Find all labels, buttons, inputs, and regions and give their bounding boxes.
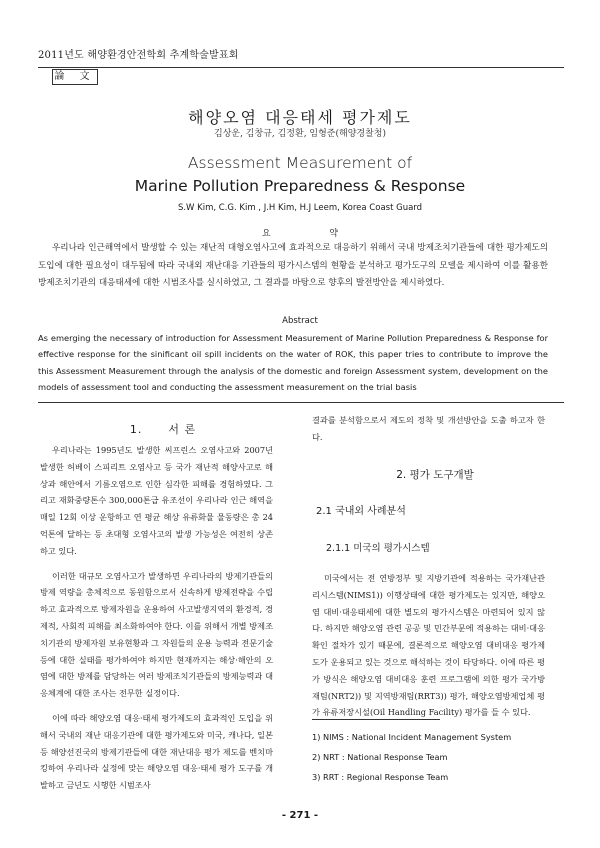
footnotes: [312, 727, 511, 787]
korean-abstract-heading: 요 약: [261, 229, 367, 239]
page-number: - 271 -: [281, 810, 319, 821]
footnote-2: 2) NRT : National Response Team: [312, 752, 448, 762]
left-column: [40, 442, 273, 802]
korean-abstract: 우리나라 인근해역에서 발생할 수 있는 재난적 대형오염사고에 효과적으로 대응하기 위해서 국내 방제조치기관들에 대한 평가제도의 도입에 대한 필요성이 대두됨에 따라 국내외 재난대응 기관들의 평가시스템의 현황을 분석하고 평가도구의 모델을 제시하여 이를 활용한 방제조치기관의 대응태세에 대한 시범조사를 실시하였고, 그 결과를 바탕으로 향후의 발전방안을 제시하였다.: [38, 243, 548, 288]
english-abstract: As emerging the necessary of introduction for Assessment Measurement of Marine Pollution Preparedness & Response for effective response for the sinificant oil spill incidents on the water of ROK, this paper tries to contribute to improve the this Assessment Measurement through the analysis of the domestic and foreign Assessment system, development on the models of assessment tool and conducting the assessment measurement on the trial basis: [38, 333, 548, 392]
english-title-line2: Marine Pollution Preparedness & Response: [134, 177, 466, 195]
korean-title: 해양오염 대응태세 평가제도: [188, 108, 412, 127]
english-abstract-heading: Abstract: [282, 316, 318, 326]
right-column-body: [312, 570, 545, 729]
section1-number: 1.: [129, 423, 143, 436]
running-head: 2011년도 해양환경안전학회 추계학술발표회: [38, 50, 239, 61]
paper-type-badge: 論 文: [52, 69, 98, 85]
section1-heading: [40, 421, 286, 437]
korean-authors: 김상운, 김창규, 김정환, 임형준(해양경찰청): [214, 129, 386, 139]
header-rule: [38, 67, 564, 68]
section-divider: [38, 402, 564, 403]
english-authors: S.W Kim, C.G. Kim , J.H Kim, H.J Leem, Korea Coast Guard: [177, 203, 423, 213]
section1-paragraph-2: 이러한 대규모 오염사고가 발생하면 우리나라의 방제기관들의 방제 역량을 총체적으로 동원함으로서 신속하게 방제전략을 수립하고 효과적으로 방제자원을 운용하여 사고발생지역의 환경적, 경제적, 사회적 피해를 최소화하여야 한다. 이를 위해서 개별 방제조치기관의 방제자원 보유현황과 그 자원들의 운용 능력과 전문기술 등에 대한 실태를 평가하여야 하지만 현재까지는 해상·해안의 오염에 대한 방제를 담당하는 여러 방제조치기관들의 방제능력과 대응체계에 대한 조사는 전무한 실정이다.: [40, 570, 273, 699]
english-title-line1: Assessment Measurement of: [187, 154, 413, 172]
section1-paragraph-1: 우리나라는 1995년도 발생한 씨프린스 오염사고와 2007년 발생한 허베이 스피리트 오염사고 등 국가 재난적 해양사고로 해상과 해안에서 기름오염으로 인한 심각한 피해를 경험하였다. 그리고 재화중량톤수 300,000톤급 유조선이 우리나라 인근 해역을 매일 12회 이상 운항하고 연 평균 해상 유류화물 물동량은 총 24억톤에 달하는 등 초대형 오염사고의 발생 가능성은 여전히 상존하고 있다.: [40, 445, 273, 556]
section2-paragraph: 미국에서는 전 연방정부 및 지방기관에 적용하는 국가재난관리시스템(NIMS1)) 이행상태에 대한 평가제도는 있지만, 해양오염 대비·대응태세에 대한 별도의 평가시스템은 마련되어 있지 않다. 하지만 해양오염 관련 공공 및 민간부문에 적용하는 대비·대응 확인 절차가 있기 때문에, 결론적으로 해양오염 대비대응 평가제도가 운용되고 있는 것으로 해석하는 것이 타당하다. 이에 따른 평가 방식은 해양오염 대비대응 훈련 프로그램에 의한 평가 국가방재팀(NRT2)) 및 지역방재팀(RRT3)) 평가, 해양오염방제업체 평가 유류저장시설(Oil Handling Facility) 평가를 들 수 있다.: [312, 573, 545, 718]
subsection-2-1-1-heading: 2.1.1 미국의 평가시스템: [326, 543, 430, 554]
footnote-1: 1) NIMS : National Incident Management System: [312, 732, 512, 742]
right-column-continuation: [312, 412, 545, 454]
footnote-rule: [312, 719, 440, 720]
subsection-2-1-heading: 2.1 국내외 사례분석: [316, 506, 406, 517]
section2-heading: 2. 평가 도구개발: [396, 469, 474, 481]
footnote-3: 3) RRT : Regional Response Team: [312, 772, 449, 782]
continuation-paragraph: 결과를 분석함으로서 제도의 정착 및 개선방안을 도출 하고자 한다.: [312, 415, 545, 442]
section1-title: 서 론: [168, 423, 197, 436]
section1-paragraph-3: 이에 따라 해양오염 대응·태세 평가제도의 효과적인 도입을 위해서 국내의 재난 대응기관에 대한 평가제도와 미국, 캐나다, 일본 등 해양선진국의 방제기관들에 대한 재난대응 평가 제도를 벤치마킹하여 우리나라 실정에 맞는 해양오염 대응·태세 평가 도구를 개발하고 금년도 시행한 시범조사: [40, 712, 273, 791]
